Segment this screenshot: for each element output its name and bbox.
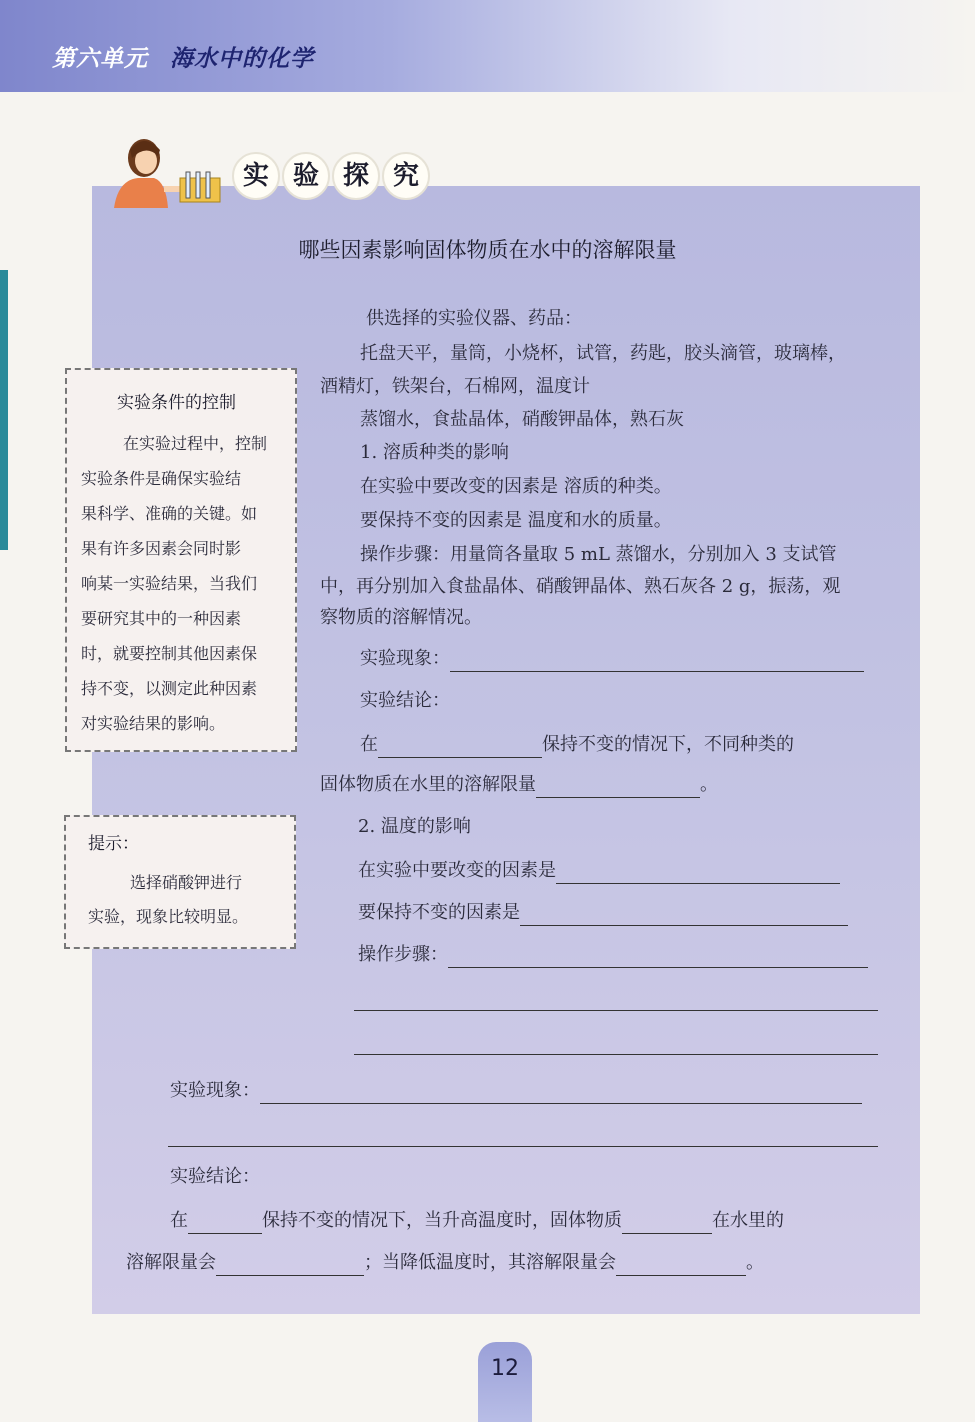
- note-line: 响某一实验结果，当我们: [81, 574, 258, 593]
- phenomenon-blank[interactable]: [260, 1083, 862, 1104]
- page-header: [0, 0, 975, 92]
- header-title: [52, 40, 314, 73]
- section1-steps-2: 中，再分别加入食盐晶体、硝酸钾晶体、熟石灰各 2 g，振荡，观: [320, 576, 841, 597]
- reagents-line: 蒸馏水，食盐晶体，硝酸钾晶体，熟石灰: [360, 409, 684, 430]
- banner-char: 实: [232, 152, 280, 200]
- page-number-tab: [478, 1342, 532, 1422]
- keep-factor-label: 要保持不变的因素是: [358, 902, 520, 923]
- conclusion-blank[interactable]: [622, 1213, 712, 1234]
- conclusion-blank[interactable]: [188, 1213, 262, 1234]
- conclusion-text: 保持不变的情况下，当升高温度时，固体物质: [262, 1210, 622, 1231]
- note-line: 实验条件是确保实验结: [81, 469, 242, 488]
- conclusion-text: 在水里的: [712, 1210, 784, 1231]
- conclusion-blank[interactable]: [216, 1255, 364, 1276]
- banner-char: 究: [382, 152, 430, 200]
- note-line: 持不变，以测定此种因素: [81, 679, 258, 698]
- section2-heading: 2. 温度的影响: [358, 816, 471, 837]
- phenomenon-blank-line-2[interactable]: [168, 1146, 878, 1147]
- note-line: 要研究其中的一种因素: [81, 609, 242, 628]
- note-line: 在实验过程中，控制: [123, 434, 268, 453]
- section2-conclusion-line-2: [126, 1250, 764, 1276]
- section1-phenomenon: [360, 646, 864, 672]
- phenomenon-label: 实验现象：: [170, 1080, 260, 1101]
- steps-blank-line-2[interactable]: [354, 1010, 878, 1011]
- steps-blank[interactable]: [448, 947, 868, 968]
- section2-phenomenon: [170, 1078, 862, 1104]
- section1-heading: 1. 溶质种类的影响: [360, 442, 509, 463]
- instruments-line-2: 酒精灯，铁架台，石棉网，温度计: [320, 376, 590, 397]
- conclusion-text: 在: [360, 734, 378, 755]
- steps-label: 操作步骤：: [358, 944, 448, 965]
- conclusion-text: 保持不变的情况下，不同种类的: [542, 734, 794, 755]
- tip-line: 实验，现象比较明显。: [88, 907, 249, 926]
- materials-heading: 供选择的实验仪器、药品：: [366, 308, 582, 329]
- tip-note: [64, 815, 296, 949]
- subject-label: 海水中的化学: [170, 46, 314, 72]
- section1-steps-3: 察物质的溶解情况。: [320, 607, 482, 628]
- conclusion-text: 溶解限量会: [126, 1252, 216, 1273]
- phenomenon-blank[interactable]: [450, 651, 864, 672]
- conclusion-text: 固体物质在水里的溶解限量: [320, 774, 536, 795]
- section1-steps-1: 操作步骤：用量筒各量取 5 mL 蒸馏水，分别加入 3 支试管: [360, 544, 837, 565]
- section2-conclusion-label: 实验结论：: [170, 1166, 260, 1187]
- experiment-title: 哪些因素影响固体物质在水中的溶解限量: [298, 238, 677, 262]
- note-line: 对实验结果的影响。: [81, 714, 226, 733]
- conclusion-blank[interactable]: [536, 777, 700, 798]
- page-edge-strip: [0, 270, 8, 550]
- banner-char: 验: [282, 152, 330, 200]
- conclusion-text: 在: [170, 1210, 188, 1231]
- instruments-line-1: 托盘天平，量筒，小烧杯，试管，药匙，胶头滴管，玻璃棒，: [360, 343, 846, 364]
- conclusion-text: 。: [746, 1252, 764, 1273]
- unit-label: 第六单元: [52, 46, 148, 72]
- note-line: 果科学、准确的关键。如: [81, 504, 258, 523]
- section1-conclusion-line-2: [320, 772, 718, 798]
- conclusion-blank[interactable]: [616, 1255, 746, 1276]
- note-title: 实验条件的控制: [117, 393, 236, 413]
- page-number: 12: [491, 1356, 519, 1381]
- conclusion-text: ；当降低温度时，其溶解限量会: [364, 1252, 616, 1273]
- scientist-girl-illustration: [104, 128, 224, 208]
- section2-steps: [358, 942, 868, 968]
- keep-factor-blank[interactable]: [520, 905, 848, 926]
- change-factor-label: 在实验中要改变的因素是: [358, 860, 556, 881]
- note-line: 果有许多因素会同时影: [81, 539, 242, 558]
- banner-char: 探: [332, 152, 380, 200]
- section1-conclusion-label: 实验结论：: [360, 690, 450, 711]
- section1-keep-factor: 要保持不变的因素是 温度和水的质量。: [360, 510, 672, 531]
- conclusion-text: 。: [700, 774, 718, 795]
- section-banner: [232, 152, 430, 200]
- section1-conclusion-line-1: [360, 732, 794, 758]
- change-factor-blank[interactable]: [556, 863, 840, 884]
- tip-line: 选择硝酸钾进行: [130, 873, 243, 892]
- section2-keep-factor: [358, 900, 848, 926]
- phenomenon-label: 实验现象：: [360, 648, 450, 669]
- control-conditions-note: [65, 368, 297, 752]
- note-line: 时，就要控制其他因素保: [81, 644, 258, 663]
- section2-conclusion-line-1: [170, 1208, 784, 1234]
- steps-blank-line-3[interactable]: [354, 1054, 878, 1055]
- section2-change-factor: [358, 858, 840, 884]
- section1-change-factor: 在实验中要改变的因素是 溶质的种类。: [360, 476, 672, 497]
- conclusion-blank[interactable]: [378, 737, 542, 758]
- tip-title: 提示：: [88, 834, 139, 854]
